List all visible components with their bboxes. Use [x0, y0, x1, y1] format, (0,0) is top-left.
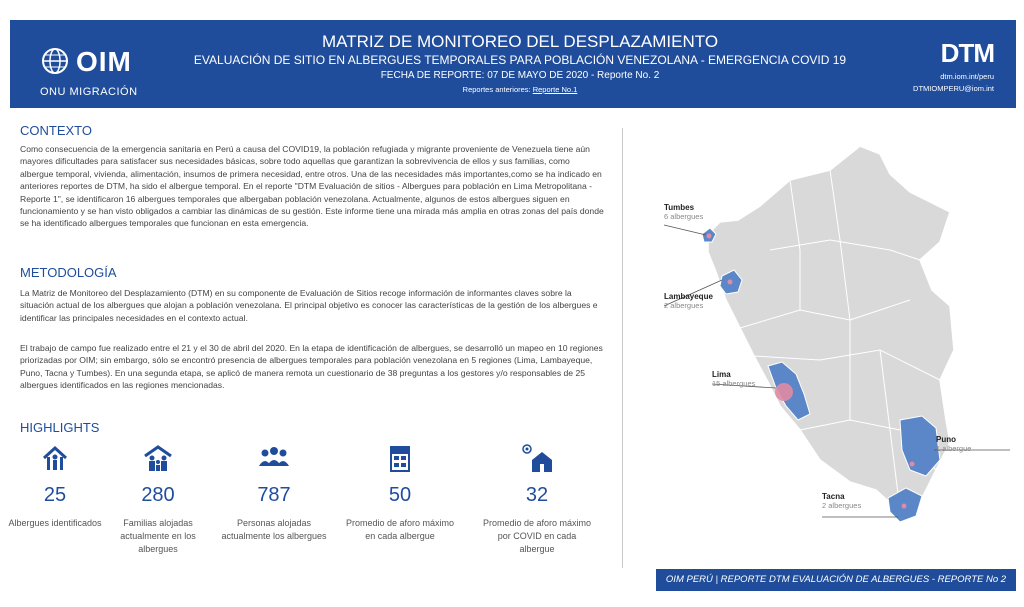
covid-home-icon [482, 444, 592, 474]
region-name: Tacna [822, 492, 845, 501]
previous-reports-label: Reportes anteriores: [462, 85, 533, 94]
dtm-logo: DTM [940, 38, 994, 68]
contexto-heading: CONTEXTO [20, 123, 92, 138]
highlight-aforo-covid [482, 444, 592, 556]
header-banner [10, 20, 1016, 108]
highlight-value: 280 [141, 484, 175, 506]
column-divider [622, 128, 623, 568]
highlight-familias [103, 444, 213, 556]
region-count: 1 albergue [936, 444, 972, 453]
highlight-value: 50 [388, 484, 412, 506]
report-subtitle: EVALUACIÓN DE SITIO EN ALBERGUES TEMPORALES PARA POBLACIÓN VENEZOLANA - EMERGENCIA COVID 19 [193, 53, 847, 67]
oim-logo-text: OIM [76, 46, 132, 77]
oim-logo [40, 46, 160, 106]
highlight-albergues [0, 444, 110, 530]
highlight-value: 787 [257, 484, 291, 506]
report-title: MATRIZ DE MONITOREO DEL DESPLAZAMIENTO [321, 32, 719, 51]
region-count: 6 albergues [664, 212, 704, 221]
highlight-aforo [345, 444, 455, 543]
highlight-label: Promedio de aforo máximo en cada albergue [345, 518, 455, 541]
previous-reports [190, 83, 850, 97]
footer-banner: OIM PERÚ | REPORTE DTM EVALUACIÓN DE ALBERGUES - REPORTE No 2 [656, 569, 1016, 591]
map-label-tacna [822, 492, 861, 510]
region-count: 15 albergues [712, 379, 756, 388]
highlights-heading: HIGHLIGHTS [20, 420, 100, 435]
previous-report-link[interactable]: Reporte No.1 [532, 85, 578, 94]
oim-logo-subtitle: ONU MIGRACIÓN [40, 86, 138, 98]
shelter-person-icon [0, 444, 110, 474]
website-link[interactable]: dtm.iom.int/peru [940, 72, 994, 81]
map-label-tumbes [664, 203, 703, 221]
building-icon [345, 444, 455, 474]
map-label-lima [712, 370, 755, 388]
family-home-icon [103, 444, 213, 474]
highlight-value: 32 [525, 484, 549, 506]
people-group-icon [219, 444, 329, 474]
peru-map [650, 130, 1016, 570]
region-name: Tumbes [664, 203, 695, 212]
region-name: Puno [936, 435, 956, 444]
highlight-label: Personas alojadas actualmente los albergues [221, 518, 327, 541]
highlight-label: Albergues identificados [8, 518, 102, 528]
region-name: Lima [712, 370, 731, 379]
metodologia-heading: METODOLOGÍA [20, 265, 117, 280]
report-date: FECHA DE REPORTE: 07 DE MAYO DE 2020 - Reporte No. 2 [380, 70, 660, 81]
highlight-personas [219, 444, 329, 543]
map-label-lambayeque [664, 292, 713, 310]
metodologia-text-2: El trabajo de campo fue realizado entre el 21 y el 30 de abril del 2020. En la etapa de identificación de albergues, se desarrolló un mapeo en 10 regiones priorizadas por OIM; sin embargo, sólo se encontró presencia de albergues temporales para población venezolana en 5 regiones (Lima, Lambayeque, Puno, Tacna y Tumbes). En una segunda etapa, se aplicó de manera remota un cuestionario de 38 preguntas a los gestores y/o responsables de 25 albergues identificados en las regiones mencionadas. [20, 343, 603, 391]
email-link[interactable]: DTMIOMPERU@iom.int [913, 84, 994, 93]
highlight-value: 25 [43, 484, 67, 506]
region-count: 2 albergues [822, 501, 862, 510]
contexto-text: Como consecuencia de la emergencia sanitaria en Perú a causa del COVID19, la población refugiada y migrante proveniente de Venezuela tiene aún mayores dificultades para satisfacer sus necesidades básicas, sobre todo aquellas que garantizan la sobrevivencia de ellos y sus familias, como albergue temporal, vivienda, alimentación, insumos de primera necesidad, entre otros. Una de las necesidades más importantes,como se ha indicado en anteriores reportes de DTM, ha sido el albergue temporal. En el reporte "DTM Evaluación de sitios - Albergues para población en Lima Metropolitana - Reporte 1", se identificaron 16 albergues temporales que albergaban población venezolana. Actualmente, algunos de estos albergues siguen en funcionamiento y se han visto obligados a cambiar las dinámicas de su gestión. Este informe tiene una mirada más amplia en otras zonas del país donde se ha identificado albergues temporales que funcionan en esta emergencia. [20, 144, 604, 229]
region-count: 2 albergues [664, 301, 704, 310]
highlight-label: Promedio de aforo máximo por COVID en cada albergue [482, 518, 592, 554]
highlight-label: Familias alojadas actualmente en los albergues [120, 518, 196, 554]
contact-links [913, 71, 994, 95]
globe-icon [40, 46, 70, 76]
metodologia-text-1: La Matriz de Monitoreo del Desplazamiento (DTM) en su componente de Evaluación de Sitios recoge información de informantes claves sobre la situación actual de los albergues que alojan a población venezolana. El principal objetivo es conocer las características de la gestión de los albergues e identificar las principales necesidades en el contexto actual. [20, 288, 598, 323]
region-name: Lambayeque [664, 292, 713, 301]
map-label-puno [936, 435, 971, 453]
report-title-block [190, 32, 850, 97]
